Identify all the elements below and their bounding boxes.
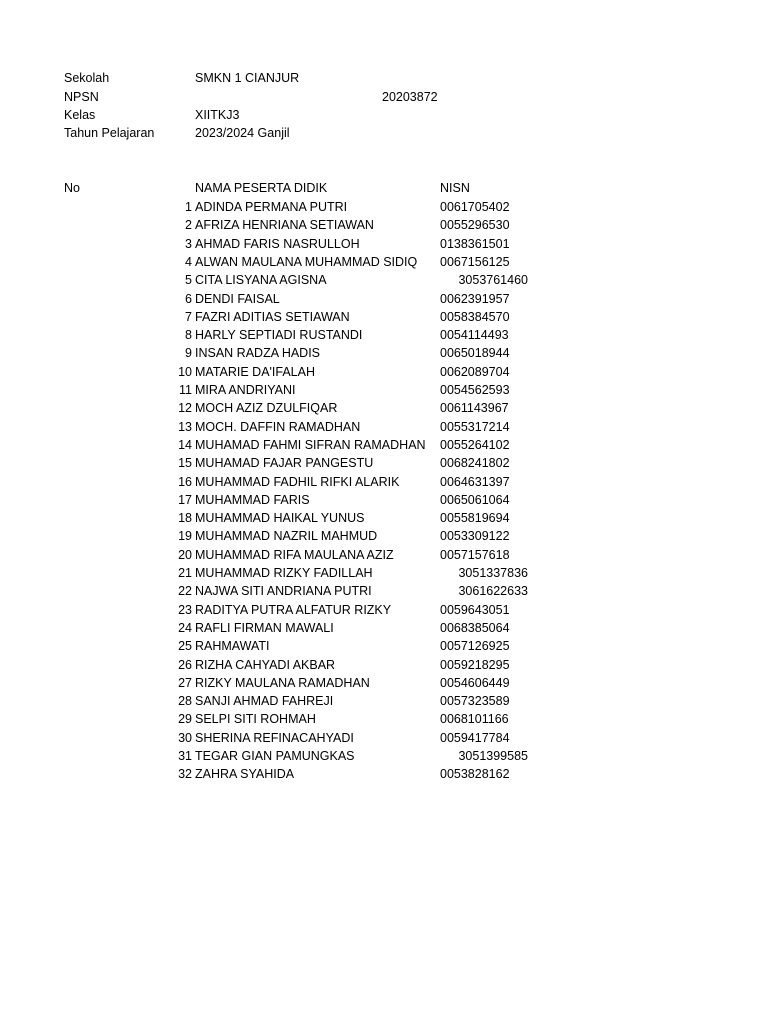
table-row <box>0 399 768 417</box>
student-nisn: 0054606449 <box>440 675 510 690</box>
table-row <box>0 637 768 655</box>
student-name: MUHAMMAD NAZRIL MAHMUD <box>195 529 378 544</box>
student-name: RIZHA CAHYADI AKBAR <box>195 657 336 672</box>
row-number: 26 <box>178 657 192 672</box>
class-label: Kelas <box>64 108 96 122</box>
table-row <box>0 710 768 728</box>
student-name: MUHAMMAD RIFA MAULANA AZIZ <box>195 547 394 562</box>
school-label: Sekolah <box>64 71 110 85</box>
npsn-value: 20203872 <box>382 90 438 104</box>
student-name: RAFLI FIRMAN MAWALI <box>195 620 334 635</box>
student-name: RIZKY MAULANA RAMADHAN <box>195 675 370 690</box>
table-row <box>0 454 768 472</box>
student-name: INSAN RADZA HADIS <box>195 346 321 361</box>
school-value: SMKN 1 CIANJUR <box>195 71 300 85</box>
row-number: 9 <box>185 346 192 361</box>
student-nisn: 0059218295 <box>440 657 510 672</box>
student-nisn: 0055296530 <box>440 218 510 233</box>
table-row <box>0 601 768 619</box>
row-number: 32 <box>178 767 192 782</box>
student-nisn: 0054114493 <box>440 328 509 343</box>
table-row <box>0 344 768 362</box>
row-number: 13 <box>178 419 192 434</box>
table-row <box>0 491 768 509</box>
table-row <box>0 692 768 710</box>
student-name: SANJI AHMAD FAHREJI <box>195 694 334 709</box>
student-name: HARLY SEPTIADI RUSTANDI <box>195 328 363 343</box>
table-row <box>0 564 768 582</box>
row-number: 30 <box>178 730 192 745</box>
student-nisn: 3053761460 <box>458 273 528 288</box>
student-name: MOCH. DAFFIN RAMADHAN <box>195 419 361 434</box>
student-name: NAJWA SITI ANDRIANA PUTRI <box>195 584 372 599</box>
table-row <box>0 509 768 527</box>
table-row <box>0 363 768 381</box>
student-nisn: 0068101166 <box>440 712 509 727</box>
year-value: 2023/2024 Ganjil <box>195 126 290 140</box>
table-row <box>0 271 768 289</box>
header-no: No <box>64 181 80 195</box>
row-number: 4 <box>185 254 192 269</box>
student-name: MATARIE DA'IFALAH <box>195 364 316 379</box>
header-name: NAMA PESERTA DIDIK <box>195 181 328 195</box>
npsn-label: NPSN <box>64 90 99 104</box>
row-number: 6 <box>185 291 192 306</box>
student-nisn: 0061705402 <box>440 200 510 214</box>
student-name: DENDI FAISAL <box>195 291 280 306</box>
student-name: ADINDA PERMANA PUTRI <box>195 200 348 214</box>
row-number: 11 <box>179 383 192 397</box>
table-row <box>0 473 768 491</box>
year-label: Tahun Pelajaran <box>64 126 155 140</box>
student-name: MUHAMAD FAJAR PANGESTU <box>195 456 374 471</box>
row-number: 16 <box>178 474 192 489</box>
table-row <box>0 216 768 234</box>
student-name: ZAHRA SYAHIDA <box>195 767 295 782</box>
student-nisn: 0059417784 <box>440 730 510 745</box>
table-row <box>0 235 768 253</box>
student-name: SHERINA REFINACAHYADI <box>195 730 354 745</box>
row-number: 1 <box>185 200 192 214</box>
row-number: 24 <box>178 620 192 635</box>
row-number: 18 <box>178 511 192 526</box>
row-number: 21 <box>178 566 192 580</box>
student-name: CITA LISYANA AGISNA <box>195 273 327 288</box>
student-nisn: 0055264102 <box>440 437 510 452</box>
student-nisn: 0053828162 <box>440 767 510 782</box>
student-nisn: 0057323589 <box>440 694 510 709</box>
student-nisn: 0055317214 <box>440 419 510 434</box>
table-row <box>0 747 768 765</box>
student-name: SELPI SITI ROHMAH <box>195 712 316 727</box>
student-nisn: 0061143967 <box>440 401 509 416</box>
student-name: MUHAMMAD RIZKY FADILLAH <box>195 566 373 580</box>
row-number: 7 <box>185 309 192 324</box>
table-row <box>0 308 768 326</box>
student-nisn: 3051337836 <box>458 566 528 580</box>
row-number: 10 <box>178 364 192 379</box>
row-number: 17 <box>178 492 192 507</box>
student-name: RAHMAWATI <box>195 639 270 654</box>
student-name: MUHAMAD FAHMI SIFRAN RAMADHAN <box>195 437 426 452</box>
student-name: MIRA ANDRIYANI <box>195 383 296 397</box>
row-number: 5 <box>185 273 192 288</box>
student-nisn: 0054562593 <box>440 383 510 397</box>
table-row <box>0 198 768 216</box>
student-nisn: 0064631397 <box>440 474 510 489</box>
row-number: 22 <box>178 584 192 599</box>
header-nisn: NISN <box>440 181 470 195</box>
row-number: 8 <box>185 328 192 343</box>
table-row <box>0 674 768 692</box>
row-number: 31 <box>178 749 192 763</box>
student-name: TEGAR GIAN PAMUNGKAS <box>195 749 355 763</box>
student-nisn: 3051399585 <box>458 749 528 763</box>
student-name: FAZRI ADITIAS SETIAWAN <box>195 309 350 324</box>
student-nisn: 0053309122 <box>440 529 510 544</box>
table-row <box>0 381 768 399</box>
student-name: AHMAD FARIS NASRULLOH <box>195 236 360 251</box>
student-nisn: 3061622633 <box>458 584 528 599</box>
student-nisn: 0065018944 <box>440 346 510 361</box>
row-number: 27 <box>178 675 192 690</box>
row-number: 14 <box>178 437 192 452</box>
student-name: AFRIZA HENRIANA SETIAWAN <box>195 218 374 233</box>
row-number: 20 <box>178 547 192 562</box>
table-row <box>0 765 768 783</box>
student-name: MUHAMMAD FADHIL RIFKI ALARIK <box>195 474 400 489</box>
row-number: 28 <box>178 694 192 709</box>
row-number: 12 <box>178 401 192 416</box>
row-number: 3 <box>185 236 192 251</box>
table-row <box>0 729 768 747</box>
student-name: ALWAN MAULANA MUHAMMAD SIDIQ <box>195 254 418 269</box>
table-row <box>0 418 768 436</box>
student-name: MUHAMMAD HAIKAL YUNUS <box>195 511 365 526</box>
table-row <box>0 619 768 637</box>
table-row <box>0 326 768 344</box>
student-nisn: 0065061064 <box>440 492 510 507</box>
row-number: 15 <box>178 456 192 471</box>
student-nisn: 0057157618 <box>440 547 510 562</box>
student-nisn: 0058384570 <box>440 309 510 324</box>
row-number: 23 <box>178 602 192 617</box>
student-name: RADITYA PUTRA ALFATUR RIZKY <box>195 602 392 617</box>
table-row <box>0 546 768 564</box>
student-nisn: 0057126925 <box>440 639 510 654</box>
student-nisn: 0068241802 <box>440 456 510 471</box>
row-number: 25 <box>178 639 192 654</box>
table-row <box>0 582 768 600</box>
student-nisn: 0062089704 <box>440 364 510 379</box>
student-nisn: 0055819694 <box>440 511 510 526</box>
table-row <box>0 527 768 545</box>
row-number: 19 <box>178 529 192 544</box>
student-nisn: 0067156125 <box>440 254 510 269</box>
row-number: 29 <box>178 712 192 727</box>
table-row <box>0 656 768 674</box>
table-row <box>0 436 768 454</box>
student-nisn: 0059643051 <box>440 602 510 617</box>
student-nisn: 0062391957 <box>440 291 510 306</box>
row-number: 2 <box>185 218 192 233</box>
student-nisn: 0138361501 <box>440 236 510 251</box>
student-nisn: 0068385064 <box>440 620 510 635</box>
table-row <box>0 290 768 308</box>
student-name: MUHAMMAD FARIS <box>195 492 310 507</box>
student-name: MOCH AZIZ DZULFIQAR <box>195 401 338 416</box>
table-row <box>0 253 768 271</box>
class-value: XIITKJ3 <box>195 108 240 122</box>
